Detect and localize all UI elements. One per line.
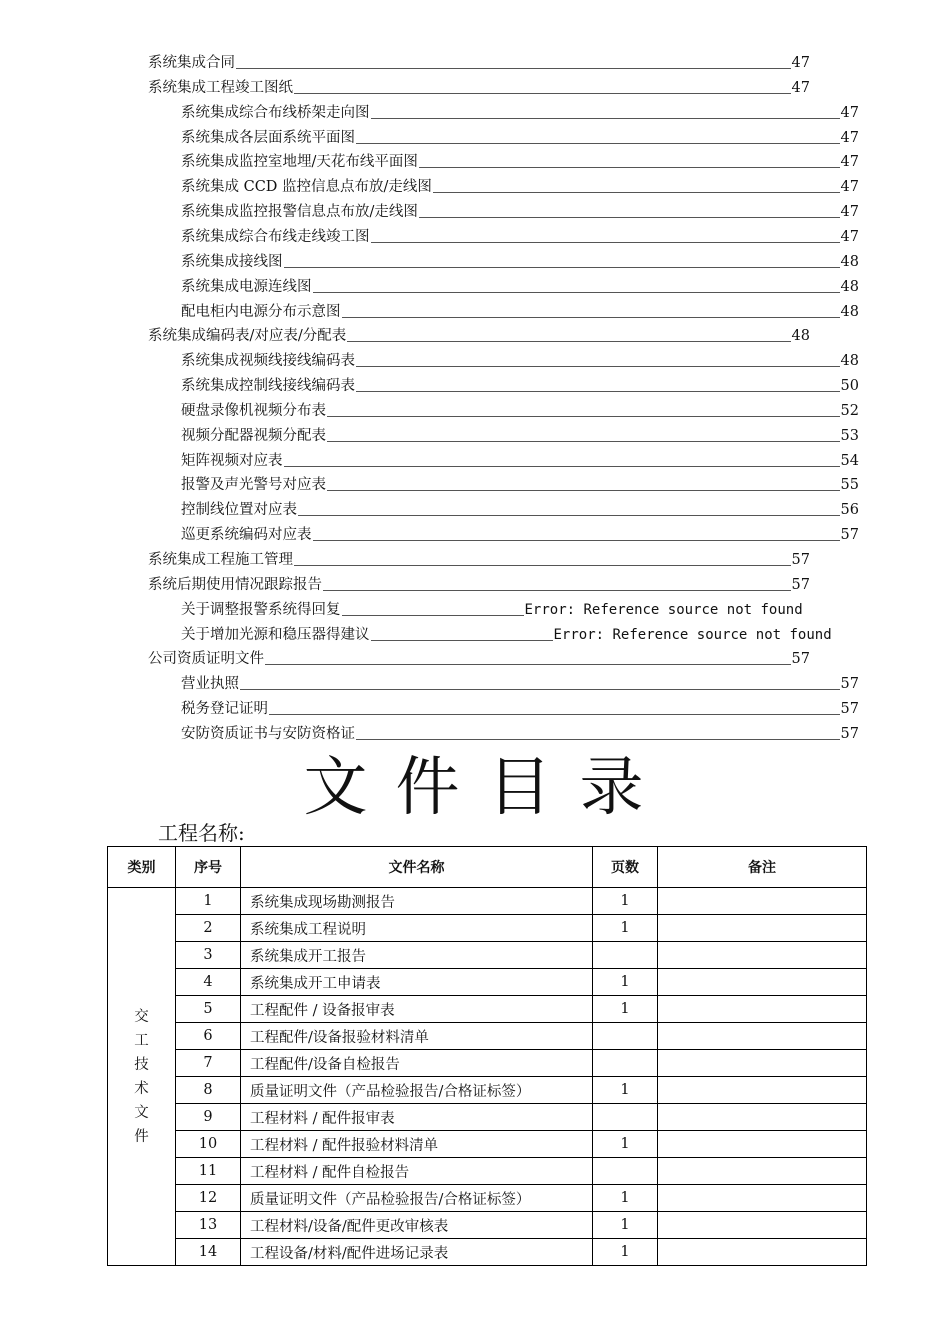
table-row	[108, 942, 867, 969]
toc-entry-page: 57	[840, 676, 859, 693]
toc-entry-page: 57	[791, 651, 810, 668]
toc-entry-title: 系统集成 CCD 监控信息点布放/走线图	[181, 179, 432, 196]
toc-entry-page: 56	[840, 502, 859, 519]
table-row	[108, 1050, 867, 1077]
toc-entry[interactable]	[181, 199, 859, 221]
remarks-cell	[658, 1023, 867, 1050]
table-row	[108, 1077, 867, 1104]
toc-leader-line	[327, 490, 840, 491]
toc-entry-page: 47	[840, 104, 859, 121]
toc-entry-page: 50	[840, 378, 859, 395]
toc-leader-line	[371, 640, 553, 641]
toc-leader-line	[356, 391, 840, 392]
toc-entry-title: 系统集成监控报警信息点布放/走线图	[181, 204, 418, 221]
toc-leader-line	[356, 143, 840, 144]
toc-entry-page: Error: Reference source not found	[524, 601, 803, 618]
toc-entry[interactable]	[148, 572, 810, 594]
toc-entry[interactable]	[181, 299, 859, 321]
file-name: 质量证明文件（产品检验报告/合格证标签）	[241, 1077, 593, 1104]
toc-entry-page: 57	[791, 552, 810, 568]
toc-leader-line	[284, 466, 840, 467]
toc-entry[interactable]	[181, 497, 859, 519]
header-category: 类别	[108, 847, 176, 888]
toc-entry-title: 矩阵视频对应表	[181, 452, 283, 469]
header-file-name: 文件名称	[241, 847, 593, 888]
toc-leader-line	[371, 118, 840, 119]
toc-leader-line	[313, 540, 840, 541]
toc-leader-line	[327, 416, 840, 417]
toc-entry-title: 系统集成各层面系统平面图	[181, 129, 355, 146]
toc-entry[interactable]	[181, 373, 859, 395]
page-count: 1	[593, 1131, 658, 1158]
toc-entry-page: 53	[840, 427, 859, 444]
remarks-cell	[658, 1158, 867, 1185]
toc-entry-page: 57	[840, 527, 859, 544]
toc-entry-page: 48	[791, 328, 810, 345]
file-name: 工程材料/设备/配件更改审核表	[241, 1212, 593, 1239]
file-name: 工程材料 / 配件报审表	[241, 1104, 593, 1131]
toc-leader-line	[284, 267, 840, 268]
toc-entry[interactable]	[181, 671, 859, 693]
toc-entry-title: 关于调整报警系统得回复	[181, 601, 341, 618]
page-count: 1	[593, 969, 658, 996]
page-count	[593, 1104, 658, 1131]
header-remarks: 备注	[658, 847, 867, 888]
toc-entry-title: 系统集成控制线接线编码表	[181, 378, 355, 395]
toc-leader-line	[342, 615, 524, 616]
table-row	[108, 1212, 867, 1239]
remarks-cell	[658, 1239, 867, 1266]
toc-entry[interactable]	[181, 224, 859, 246]
page-count: 1	[593, 888, 658, 915]
toc-entry[interactable]	[181, 125, 859, 147]
toc-entry[interactable]	[148, 547, 810, 569]
toc-entry-title: 系统集成监控室地埋/天花布线平面图	[181, 154, 418, 171]
page-count: 1	[593, 996, 658, 1023]
toc-leader-line	[298, 515, 840, 516]
toc-entry[interactable]	[181, 472, 859, 494]
table-row	[108, 1104, 867, 1131]
remarks-cell	[658, 888, 867, 915]
row-number: 3	[176, 942, 241, 969]
toc-leader-line	[294, 565, 791, 566]
row-number: 7	[176, 1050, 241, 1077]
file-name: 工程配件 / 设备报审表	[241, 996, 593, 1023]
table-row	[108, 888, 867, 915]
toc-leader-line	[371, 242, 840, 243]
toc-entry-page: 47	[791, 55, 810, 71]
toc-entry-page: Error: Reference source not found	[553, 626, 832, 643]
toc-entry[interactable]	[148, 646, 810, 668]
file-name: 质量证明文件（产品检验报告/合格证标签）	[241, 1185, 593, 1212]
toc-entry[interactable]	[181, 622, 859, 644]
toc-leader-line	[240, 689, 840, 690]
toc-entry-title: 系统集成视频线接线编码表	[181, 353, 355, 370]
row-number: 8	[176, 1077, 241, 1104]
toc-entry[interactable]	[148, 50, 810, 72]
toc-entry-page: 55	[840, 477, 859, 494]
page-count	[593, 1050, 658, 1077]
toc-entry-title: 安防资质证书与安防资格证	[181, 725, 355, 742]
remarks-cell	[658, 1050, 867, 1077]
remarks-cell	[658, 1104, 867, 1131]
table-row	[108, 1131, 867, 1158]
toc-entry-page: 47	[840, 204, 859, 221]
document-title: 文件目录	[303, 751, 672, 825]
table-row	[108, 996, 867, 1023]
toc-leader-line	[294, 93, 791, 94]
toc-entry-title: 配电柜内电源分布示意图	[181, 303, 341, 320]
toc-entry[interactable]	[148, 323, 810, 345]
page-count	[593, 942, 658, 969]
page-count	[593, 1158, 658, 1185]
remarks-cell	[658, 1131, 867, 1158]
toc-leader-line	[236, 68, 791, 69]
toc-leader-line	[356, 366, 840, 367]
toc-entry-title: 系统集成接线图	[181, 253, 283, 270]
toc-entry[interactable]	[181, 274, 859, 296]
header-pages: 页数	[593, 847, 658, 888]
page-count: 1	[593, 915, 658, 942]
toc-entry-title: 控制线位置对应表	[181, 502, 297, 519]
file-name: 工程材料 / 配件自检报告	[241, 1158, 593, 1185]
toc-entry[interactable]	[181, 174, 859, 196]
toc-entry-title: 系统集成合同	[148, 55, 235, 71]
toc-entry-page: 48	[840, 353, 859, 370]
row-number: 5	[176, 996, 241, 1023]
toc-entry-page: 48	[840, 253, 859, 270]
toc-leader-line	[313, 292, 840, 293]
category-label: 交工技术文件	[134, 1008, 149, 1145]
toc-entry-page: 47	[840, 179, 859, 196]
file-name: 工程配件/设备自检报告	[241, 1050, 593, 1077]
toc-leader-line	[347, 341, 790, 342]
toc-entry-page: 48	[840, 278, 859, 295]
toc-entry-title: 硬盘录像机视频分布表	[181, 402, 326, 419]
remarks-cell	[658, 1185, 867, 1212]
table-row	[108, 915, 867, 942]
category-cell	[108, 888, 176, 1266]
file-name: 系统集成开工报告	[241, 942, 593, 969]
toc-entry-title: 公司资质证明文件	[148, 651, 264, 668]
toc-leader-line	[323, 590, 791, 591]
toc-entry-page: 48	[840, 303, 859, 320]
toc-entry-title: 营业执照	[181, 676, 239, 693]
row-number: 14	[176, 1239, 241, 1266]
table-row	[108, 969, 867, 996]
row-number: 4	[176, 969, 241, 996]
row-number: 1	[176, 888, 241, 915]
toc-entry-title: 系统集成工程施工管理	[148, 552, 293, 568]
toc-entry-page: 47	[791, 79, 810, 96]
file-name: 工程设备/材料/配件进场记录表	[241, 1239, 593, 1266]
toc-entry[interactable]	[181, 249, 859, 271]
toc-entry[interactable]	[181, 696, 859, 718]
toc-leader-line	[327, 441, 840, 442]
toc-entry-title: 税务登记证明	[181, 701, 268, 718]
header-number: 序号	[176, 847, 241, 888]
project-name-label: 工程名称:	[158, 820, 468, 847]
toc-entry-title: 报警及声光警号对应表	[181, 477, 326, 494]
table-header-row	[108, 847, 867, 888]
toc-entry[interactable]	[181, 100, 859, 122]
remarks-cell	[658, 996, 867, 1023]
toc-entry-page: 54	[840, 452, 859, 469]
toc-entry-title: 系统集成综合布线桥架走向图	[181, 104, 370, 121]
row-number: 2	[176, 915, 241, 942]
toc-entry-page: 47	[840, 154, 859, 171]
toc-entry-title: 视频分配器视频分配表	[181, 427, 326, 444]
toc-entry[interactable]	[181, 448, 859, 470]
file-name: 系统集成开工申请表	[241, 969, 593, 996]
table-row	[108, 1023, 867, 1050]
toc-entry-page: 47	[840, 129, 859, 146]
table-row	[108, 1185, 867, 1212]
table-row	[108, 1158, 867, 1185]
page-count: 1	[593, 1212, 658, 1239]
page-count: 1	[593, 1239, 658, 1266]
toc-entry[interactable]	[181, 597, 859, 619]
toc-entry-page: 57	[840, 701, 859, 718]
toc-leader-line	[419, 217, 840, 218]
toc-entry[interactable]	[181, 721, 859, 743]
remarks-cell	[658, 1077, 867, 1104]
toc-entry-title: 系统集成工程竣工图纸	[148, 79, 293, 96]
toc-entry[interactable]	[181, 398, 859, 420]
toc-entry[interactable]	[181, 348, 859, 370]
toc-leader-line	[356, 739, 840, 740]
file-list-table	[107, 846, 867, 1266]
row-number: 6	[176, 1023, 241, 1050]
page-count: 1	[593, 1185, 658, 1212]
toc-entry[interactable]	[181, 423, 859, 445]
page-count	[593, 1023, 658, 1050]
row-number: 11	[176, 1158, 241, 1185]
file-name: 系统集成工程说明	[241, 915, 593, 942]
toc-entry-page: 47	[840, 228, 859, 245]
toc-leader-line	[433, 192, 840, 193]
toc-entry-title: 系统后期使用情况跟踪报告	[148, 576, 322, 593]
toc-leader-line	[342, 317, 840, 318]
remarks-cell	[658, 915, 867, 942]
toc-entry-title: 系统集成综合布线走线竣工图	[181, 228, 370, 245]
page-count: 1	[593, 1077, 658, 1104]
table-row	[108, 1239, 867, 1266]
remarks-cell	[658, 942, 867, 969]
toc-entry-title: 关于增加光源和稳压器得建议	[181, 626, 370, 643]
file-name: 系统集成现场勘测报告	[241, 888, 593, 915]
row-number: 10	[176, 1131, 241, 1158]
toc-leader-line	[419, 167, 840, 168]
toc-entry-page: 52	[840, 402, 859, 419]
toc-entry-title: 系统集成编码表/对应表/分配表	[148, 328, 347, 345]
toc-entry[interactable]	[148, 75, 810, 97]
row-number: 12	[176, 1185, 241, 1212]
toc-entry[interactable]	[181, 522, 859, 544]
remarks-cell	[658, 969, 867, 996]
toc-entry[interactable]	[181, 149, 859, 171]
toc-entry-page: 57	[791, 576, 810, 593]
row-number: 13	[176, 1212, 241, 1239]
file-name: 工程材料 / 配件报验材料清单	[241, 1131, 593, 1158]
toc-entry-title: 系统集成电源连线图	[181, 278, 312, 295]
toc-entry-page: 57	[840, 725, 859, 742]
toc-leader-line	[265, 664, 791, 665]
file-name: 工程配件/设备报验材料清单	[241, 1023, 593, 1050]
toc-leader-line	[269, 714, 840, 715]
remarks-cell	[658, 1212, 867, 1239]
row-number: 9	[176, 1104, 241, 1131]
toc-entry-title: 巡更系统编码对应表	[181, 527, 312, 544]
